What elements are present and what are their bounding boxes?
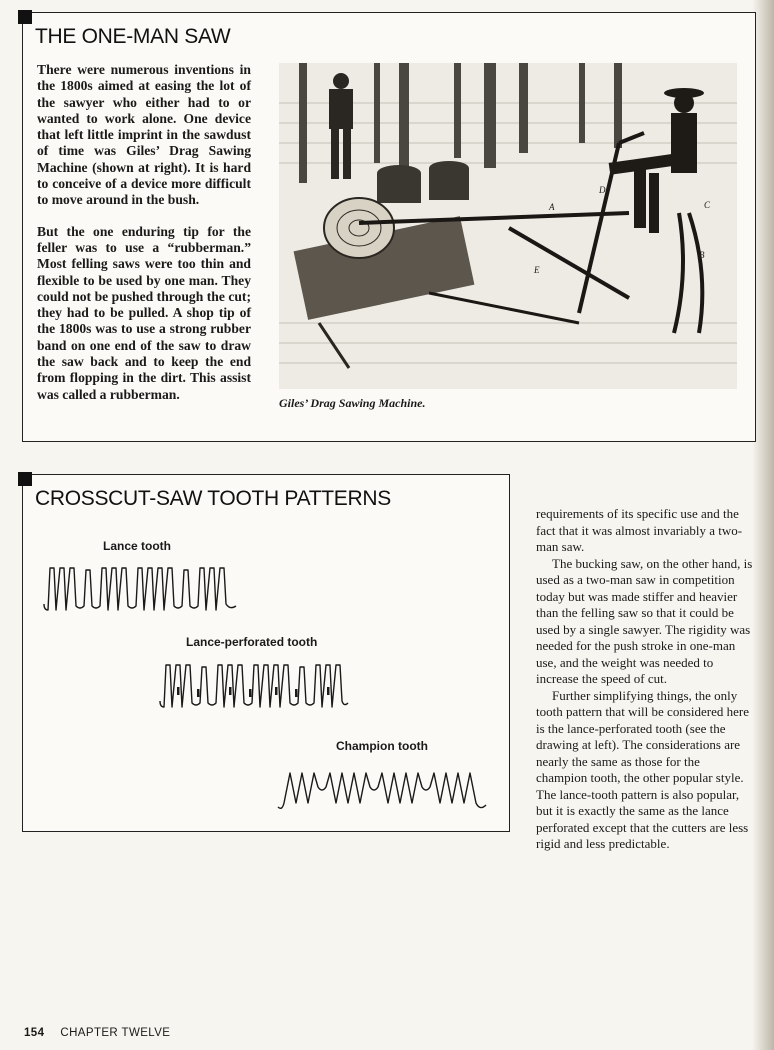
sidebar-corner-marker xyxy=(18,10,32,24)
lance-tooth-label: Lance tooth xyxy=(103,539,171,553)
champion-tooth-label: Champion tooth xyxy=(336,739,428,753)
chapter-label: CHAPTER TWELVE xyxy=(60,1027,171,1039)
lance-tooth-drawing xyxy=(40,562,240,614)
champion-tooth-drawing xyxy=(274,763,490,813)
tooth-patterns-corner-marker xyxy=(18,472,32,486)
sidebar-text xyxy=(37,62,251,418)
lance-perforated-tooth-label: Lance-perforated tooth xyxy=(186,635,318,649)
body-paragraph-3: Further simplifying things, the only tooth pattern that will be considered here is the lance-perforated tooth (see the drawing at left). The considerations are nearly the same as those for the champion tooth, the other popular style. The lance-tooth pattern is also popular, but it is exactly the same as the lance perforated except that the cutters are less rigid and less predictable. xyxy=(536,687,749,851)
illustration-letter-d: D xyxy=(599,185,606,195)
illustration-letter-a: A xyxy=(549,202,555,212)
tooth-patterns-title: CROSSCUT-SAW TOOTH PATTERNS xyxy=(35,487,391,510)
body-paragraph-1: requirements of its specific use and the fact that it was almost invariably a two-man saw. xyxy=(536,506,743,554)
lance-perforated-tooth-drawing xyxy=(156,659,352,711)
body-paragraph-2: The bucking saw, on the other hand, is used as a two-man saw in competition today but was made stiffer and heavier than the felling saw so that it could be used by a single sawyer. The rigidity was needed for the push stroke in one-man use, and the weight was needed to increase the speed of cut. xyxy=(536,555,753,686)
page-footer xyxy=(24,1027,170,1039)
drag-sawing-machine-illustration xyxy=(279,63,737,389)
body-text-column xyxy=(536,506,754,853)
illustration-caption: Giles’ Drag Sawing Machine. xyxy=(279,396,426,410)
sidebar-paragraph-1: There were numerous inventions in the 1800s aimed at easing the lot of the sawyer who either had to or wanted to work alone. One device that left little imprint in the sawdust of time was Giles’ Drag Sawing Machine (shown at right). It is hard to conceive of a device more difficult to move around in the bush. xyxy=(37,62,251,208)
sidebar-title: THE ONE-MAN SAW xyxy=(35,25,231,48)
illustration-letter-e: E xyxy=(534,265,540,275)
illustration-letter-b: B xyxy=(699,250,705,260)
page-number: 154 xyxy=(24,1027,45,1039)
illustration-letter-c: C xyxy=(704,200,711,210)
sidebar-paragraph-2: But the one enduring tip for the feller was to use a “rubberman.” Most felling saws were too thin and flexible to be used by one man. They could not be pushed through the cut; they had to be pulled. A shop tip of the 1800s was to use a strong rubber band on one end of the saw to draw the saw back and to keep the end from flopping in the dirt. This assist was called a rubberman. xyxy=(37,223,251,402)
